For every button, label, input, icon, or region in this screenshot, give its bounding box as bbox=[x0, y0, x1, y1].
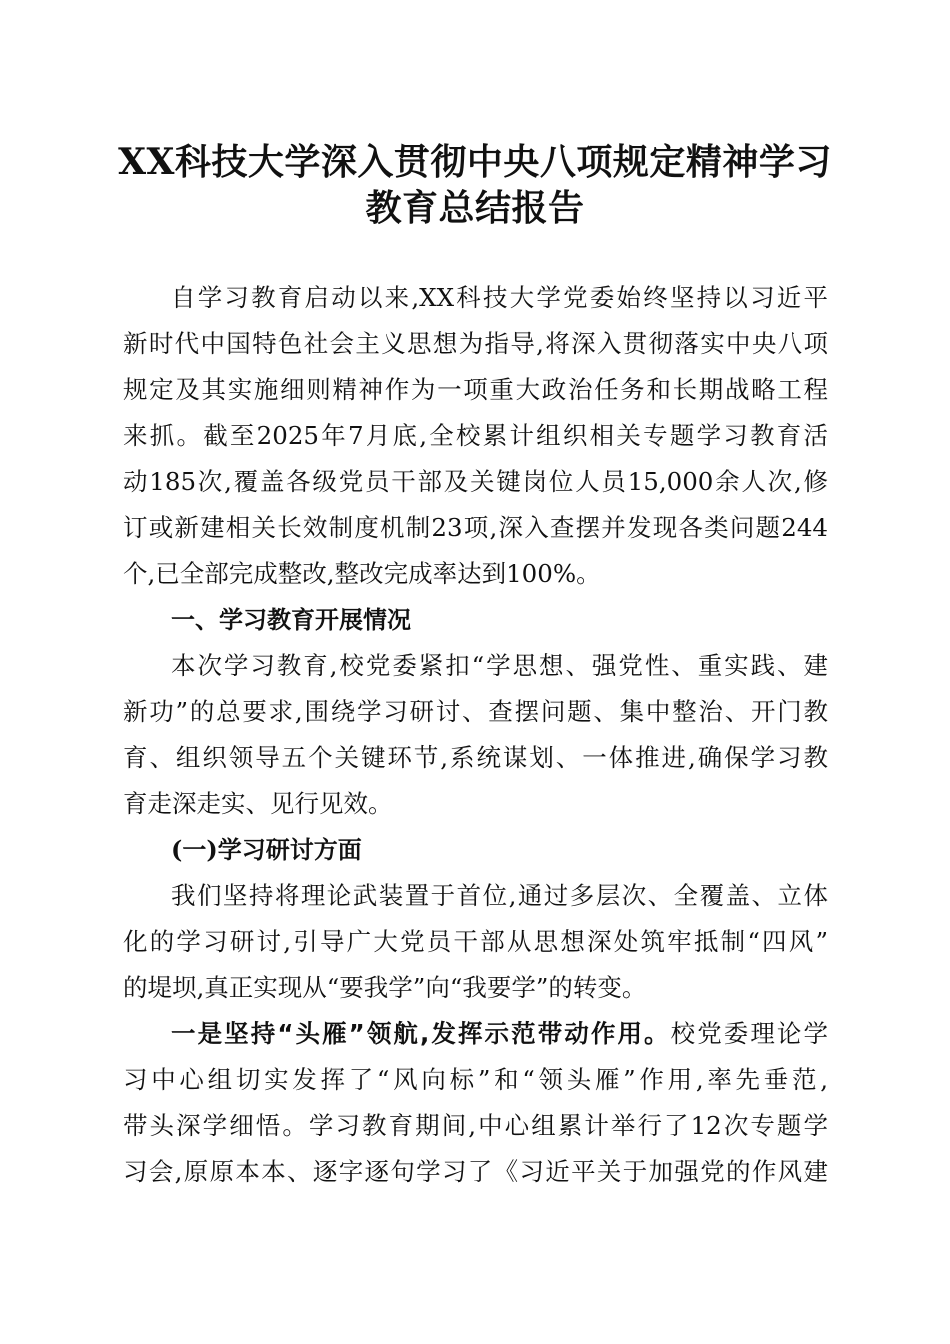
section-paragraph-line: 育走深走实、见行见效。 bbox=[123, 789, 393, 818]
section-paragraph-line: 本次学习教育,校党委紧扣“学思想、强党性、重实践、建 bbox=[171, 651, 828, 680]
intro-paragraph-line: 新时代中国特色社会主义思想为指导,将深入贯彻落实中央八项 bbox=[123, 329, 828, 358]
document-title-line-1: XX科技大学深入贯彻中央八项规定精神学习 bbox=[118, 141, 832, 183]
section-paragraph-line: 育、组织领导五个关键环节,系统谋划、一体推进,确保学习教 bbox=[123, 743, 828, 772]
intro-paragraph-line: 自学习教育启动以来,XX科技大学党委始终坚持以习近平 bbox=[171, 283, 828, 312]
intro-paragraph-line: 订或新建相关长效制度机制23项,深入查摆并发现各类问题244 bbox=[123, 513, 828, 542]
point-paragraph-line: 习中心组切实发挥了“风向标”和“领头雁”作用,率先垂范, bbox=[123, 1065, 828, 1094]
section-paragraph-line: 新功”的总要求,围绕学习研讨、查摆问题、集中整治、开门教 bbox=[123, 697, 828, 726]
subsection-paragraph-line: 我们坚持将理论武装置于首位,通过多层次、全覆盖、立体 bbox=[171, 881, 828, 910]
point-paragraph-line: 习会,原原本本、逐字逐句学习了《习近平关于加强党的作风建 bbox=[123, 1157, 828, 1186]
point-first-line-rest: 校党委理论学 bbox=[670, 1019, 829, 1048]
subsection-paragraph-line: 的堤坝,真正实现从“要我学”向“我要学”的转变。 bbox=[123, 973, 647, 1002]
section-heading: 一、学习教育开展情况 bbox=[171, 606, 411, 634]
intro-paragraph-line: 个,已全部完成整改,整改完成率达到100%。 bbox=[123, 559, 601, 588]
subsection-heading: (一)学习研讨方面 bbox=[171, 835, 362, 864]
point-paragraph-first-line bbox=[171, 1014, 828, 1054]
intro-paragraph-line: 动185次,覆盖各级党员干部及关键岗位人员15,000余人次,修 bbox=[123, 467, 828, 496]
intro-paragraph-line: 规定及其实施细则精神作为一项重大政治任务和长期战略工程 bbox=[123, 375, 828, 404]
intro-paragraph-line: 来抓。截至2025年7月底,全校累计组织相关专题学习教育活 bbox=[123, 421, 828, 450]
point-lead-text: 一是坚持“头雁”领航,发挥示范带动作用。 bbox=[171, 1019, 671, 1048]
subsection-paragraph-line: 化的学习研讨,引导广大党员干部从思想深处筑牢抵制“四风” bbox=[123, 927, 828, 956]
point-paragraph-line: 带头深学细悟。学习教育期间,中心组累计举行了12次专题学 bbox=[123, 1111, 828, 1140]
document-title-line-2: 教育总结报告 bbox=[365, 187, 585, 229]
